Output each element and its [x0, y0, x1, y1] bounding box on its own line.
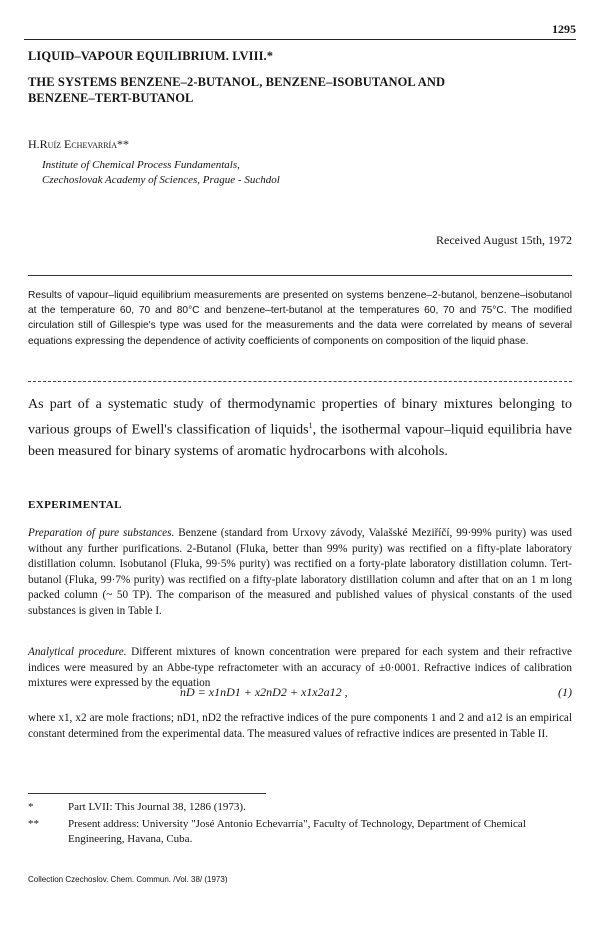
footnote-text: Part LVII: This Journal 38, 1286 (1973).: [68, 801, 246, 813]
title-line-1: LIQUID–VAPOUR EQUILIBRIUM. LVIII.*: [28, 49, 274, 63]
equation: nD = x1nD1 + x2nD2 + x1x2a12 ,: [180, 685, 348, 699]
footnote: [28, 800, 572, 815]
equation-number: (1): [558, 685, 572, 699]
header-rule: [24, 39, 576, 40]
title-line-2: THE SYSTEMS BENZENE–2-BUTANOL, BENZENE–ISOBUTANOL AND: [28, 75, 446, 89]
paragraph-lead: Preparation of pure substances.: [28, 527, 175, 539]
footnote-text: Present address: University "José Antonio Echevarría", Faculty of Technology, Department of Chemical Engineering, Havana, Cuba.: [68, 818, 526, 845]
author-name: [28, 137, 280, 152]
paragraph-text: Benzene (standard from Urxovy závody, Valašské Meziříčí, 99·99% purity) was used without any further purifications. 2-Butanol (Fluka, better than 99% purity) was rectified on a fifty-plate laboratory distillation column. Isobutanol (Fluka, 99·5% purity) was rectified on a forty-plate laboratory distillation column. Tert-butanol (Fluka, 99·7% purity) was rectified on a fifty-plate laboratory distillation column and after that on an 1 m long packed column (~ 50 TP). The comparison of the measured and published values of physical constants of the used substances is given in Table I.: [28, 527, 572, 617]
author-footnote-mark: **: [116, 137, 129, 151]
received-date: Received August 15th, 1972: [436, 233, 572, 247]
title-line-3: BENZENE–TERT-BUTANOL: [28, 91, 194, 105]
footnote-rule: [28, 793, 266, 794]
author-initials: H.: [28, 137, 40, 151]
article-title: [28, 48, 576, 106]
abstract-top-rule: [28, 275, 572, 276]
paragraph-text: Different mixtures of known concentration were prepared for each system and their refractive indices were measured by an Abbe-type refractometer with an accuracy of ±0·0001. Refractive indices of calibration mixtures were expressed by the equation: [28, 646, 572, 690]
footnote-mark: **: [28, 818, 39, 830]
section-heading: EXPERIMENTAL: [28, 499, 122, 511]
paragraph-lead: Analytical procedure.: [28, 646, 127, 658]
intro-text: As part of a systematic study of thermodynamic properties of binary mixtures belonging to various groups of Ewell's classification of liquids: [28, 397, 572, 438]
affiliation-line-2: Czechoslovak Academy of Sciences, Prague - Suchdol: [42, 174, 280, 186]
footnote-mark: *: [28, 801, 34, 813]
introduction-paragraph: [28, 394, 572, 462]
abstract: Results of vapour–liquid equilibrium measurements are presented on systems benzene–2-butanol, benzene–isobutanol at the temperature 60, 70 and 80°C and benzene–tert-butanol at the temperatures 60, 70 and 75°C. The modified circulation still of Gillespie's type was used for the measurements and the data were correlated by means of several equations expressing the dependence of activity coefficients of components on composition of the liquid phase.: [28, 290, 572, 347]
affiliation-line-1: Institute of Chemical Process Fundamentals,: [42, 159, 240, 171]
paragraph-equation-definitions: where x1, x2 are mole fractions; nD1, nD2 the refractive indices of the pure components 1 and 2 and a12 is an empirical constant determined from the experimental data. The measured values of refractive indices are presented in Table II.: [28, 712, 572, 740]
journal-citation-footer: Collection Czechoslov. Chem. Commun. /Vol. 38/ (1973): [28, 875, 228, 884]
citation-superscript: 1: [308, 421, 313, 430]
abstract-bottom-rule: [28, 381, 572, 382]
footnote: [28, 817, 572, 847]
intro-text-end: , the isothermal vapour–liquid equilibria have been measured for binary systems of aromatic hydrocarbons with alcohols.: [28, 422, 572, 459]
author-surname: Ruíz Echevarría: [39, 137, 117, 151]
author-block: [28, 137, 280, 188]
page-number: 1295: [552, 22, 576, 36]
footnotes: [28, 800, 572, 849]
paragraph-pure-substances: [28, 526, 572, 620]
